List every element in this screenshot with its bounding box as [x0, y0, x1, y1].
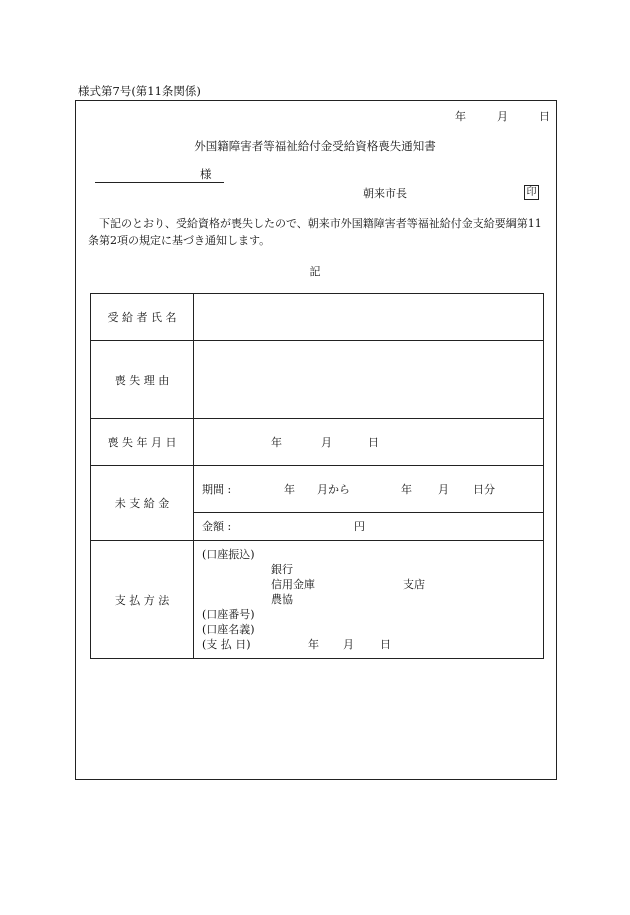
- nokyo-label: 農協: [271, 593, 293, 606]
- body-text: 下記のとおり、受給資格が喪失したので、朝来市外国籍障害者等福祉給付金支給要綱第11条第2項の規定に基づき通知します。: [88, 217, 542, 247]
- unpaid-label: 未 支 給 金: [91, 466, 194, 541]
- period-month-from: 月から: [317, 483, 350, 496]
- loss-reason-label: 喪 失 理 由: [91, 341, 194, 419]
- bank-label: 銀行: [271, 563, 293, 576]
- period-label: 期間 :: [202, 483, 232, 496]
- issue-date: [455, 111, 550, 122]
- transfer-label: (口座振込): [202, 548, 255, 561]
- loss-date-month: 月: [321, 436, 332, 449]
- issue-date-day: 日: [539, 110, 550, 123]
- unpaid-period-field: [194, 466, 544, 513]
- payment-method-field: [194, 541, 544, 659]
- form-number-label: 様式第7号(第11条関係): [78, 84, 201, 98]
- period-year-to: 年: [401, 483, 412, 496]
- seal-mark: 印: [524, 185, 539, 200]
- issue-date-month: 月: [497, 110, 508, 123]
- period-month-to: 月: [438, 483, 449, 496]
- payment-date-year: 年: [308, 638, 319, 651]
- payment-date-day: 日: [380, 638, 391, 651]
- loss-reason-field: [194, 341, 544, 419]
- loss-date-label: 喪 失 年 月 日: [91, 419, 194, 466]
- recipient-name-field: [194, 294, 544, 341]
- recipient-name-line: [95, 182, 224, 183]
- period-year-from: 年: [284, 483, 295, 496]
- ki-heading: 記: [309, 265, 321, 278]
- amount-unit: 円: [354, 520, 365, 533]
- detail-table: [90, 293, 544, 659]
- account-number-label: (口座番号): [202, 608, 255, 621]
- amount-label: 金額 :: [202, 520, 232, 533]
- recipient-name-label: 受 給 者 氏 名: [91, 294, 194, 341]
- branch-label: 支店: [403, 578, 425, 591]
- recipient-honorific: 様: [200, 167, 212, 181]
- shinkin-label: 信用金庫: [271, 578, 315, 591]
- issue-date-year: 年: [455, 110, 466, 123]
- payment-method-label: 支 払 方 法: [91, 541, 194, 659]
- unpaid-amount-field: [194, 513, 544, 541]
- loss-date-year: 年: [271, 436, 282, 449]
- payment-date-month: 月: [343, 638, 354, 651]
- document-title: 外国籍障害者等福祉給付金受給資格喪失通知書: [194, 139, 436, 153]
- loss-date-field: [194, 419, 544, 466]
- payment-date-label: (支 払 日): [202, 638, 251, 651]
- issuer-name: 朝来市長: [363, 187, 407, 200]
- loss-date-day: 日: [368, 436, 379, 449]
- period-days: 日分: [473, 483, 495, 496]
- account-name-label: (口座名義): [202, 623, 255, 636]
